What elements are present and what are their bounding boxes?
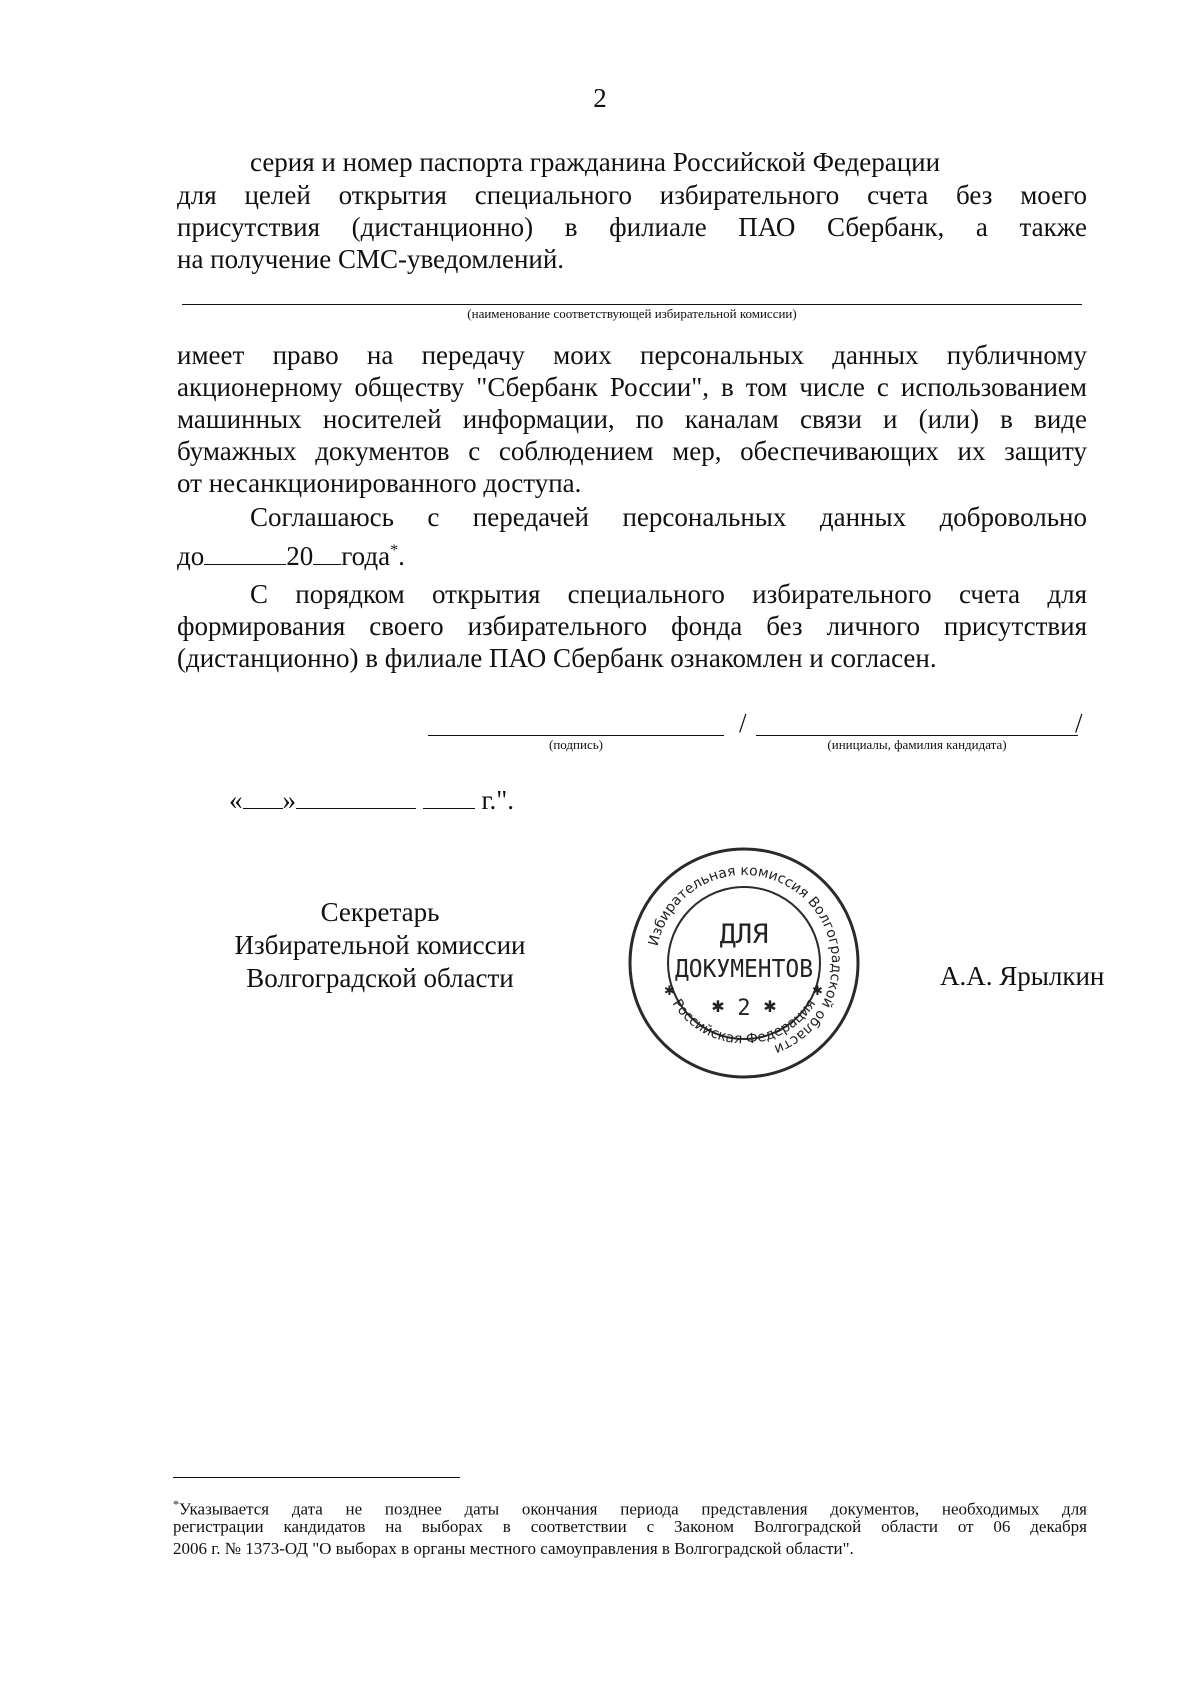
stamp-number: 2 xyxy=(737,996,751,1021)
until-suffix: года xyxy=(341,541,391,571)
star-icon: ✱ xyxy=(711,997,725,1016)
stamp-ring-text: Избирательная комиссия Волгоградской области xyxy=(645,862,845,1058)
day-blank xyxy=(243,786,283,809)
stamp-center-line: ДОКУМЕНТОВ xyxy=(675,954,813,983)
passport-line: серия и номер паспорта гражданина Российской Федерации xyxy=(250,147,941,177)
text-line: от несанкционированного доступа. xyxy=(177,468,582,498)
text-line: формирования своего избирательного фонда без личного присутствия xyxy=(177,611,1087,641)
day-month-blank xyxy=(204,542,286,565)
date-line xyxy=(229,784,514,816)
year-blank xyxy=(423,786,475,809)
signer-name: А.А. Ярылкин xyxy=(940,961,1105,991)
signer-title-line: Избирательной комиссии xyxy=(234,930,526,960)
signer-title-line: Волгоградской области xyxy=(246,963,514,993)
name-blank-line xyxy=(756,735,1078,736)
month-blank xyxy=(296,786,416,809)
name-caption: (инициалы, фамилия кандидата) xyxy=(827,737,1007,752)
century: 20 xyxy=(286,541,314,571)
text-line: С порядком открытия специального избирательного счета для xyxy=(250,579,1087,609)
official-stamp xyxy=(626,845,862,1081)
signer-title xyxy=(200,896,560,995)
year-suffix: г.". xyxy=(481,785,515,815)
text-line: (дистанционно) в филиале ПАО Сбербанк ознакомлен и согласен. xyxy=(177,643,937,673)
star-icon: ✱ xyxy=(763,997,777,1016)
footnote-mark: * xyxy=(173,1497,179,1511)
text-line: имеет право на передачу моих персональных данных публичному xyxy=(177,340,1087,370)
footnote-line: 2006 г. № 1373-ОД "О выборах в органы местного самоуправления в Волгоградской области". xyxy=(173,1539,854,1558)
commission-blank-line xyxy=(182,304,1082,305)
signature-blank-line xyxy=(428,735,724,736)
star-icon: ✱ xyxy=(812,984,823,999)
star-icon: ✱ xyxy=(664,984,675,999)
date-open-quote: « xyxy=(229,785,243,815)
date-close-quote: » xyxy=(282,785,296,815)
agree-line: Соглашаюсь с передачей персональных данных добровольно xyxy=(250,502,1087,532)
text-line: присутствия (дистанционно) в филиале ПАО Сбербанк, а также xyxy=(177,212,1087,242)
until-end: . xyxy=(398,541,405,571)
page-number: 2 xyxy=(593,83,607,113)
stamp-bottom-text: Российская Федерация xyxy=(668,996,820,1048)
signer-title-line: Секретарь xyxy=(320,897,440,927)
text-line: машинных носителей информации, по каналам связи и (или) в виде xyxy=(177,404,1087,434)
text-line: акционерному обществу "Сбербанк России", в том числе с использованием xyxy=(177,372,1087,402)
signature-caption: (подпись) xyxy=(549,737,603,752)
text-line: для целей открытия специального избирательного счета без моего xyxy=(177,180,1087,210)
stamp-center-line: ДЛЯ xyxy=(719,919,769,950)
name-separator: / xyxy=(1075,708,1083,738)
until-line xyxy=(177,535,1087,572)
text-line: бумажных документов с соблюдением мер, обеспечивающих их защиту xyxy=(177,436,1087,466)
commission-caption: (наименование соответствующей избирательной комиссии) xyxy=(467,306,797,321)
signature-separator: / xyxy=(739,708,747,738)
until-prefix: до xyxy=(177,541,205,571)
year-blank xyxy=(313,542,341,565)
footnote-line: регистрации кандидатов на выборах в соответствии с Законом Волгоградской области от 06 декабря xyxy=(173,1517,1087,1536)
footnote-text: Указывается дата не позднее даты окончания периода представления документов, необходимых для xyxy=(179,1499,1087,1519)
text-line: на получение СМС-уведомлений. xyxy=(177,244,565,274)
footnote-mark: * xyxy=(390,542,399,559)
footnote-separator xyxy=(173,1477,460,1478)
